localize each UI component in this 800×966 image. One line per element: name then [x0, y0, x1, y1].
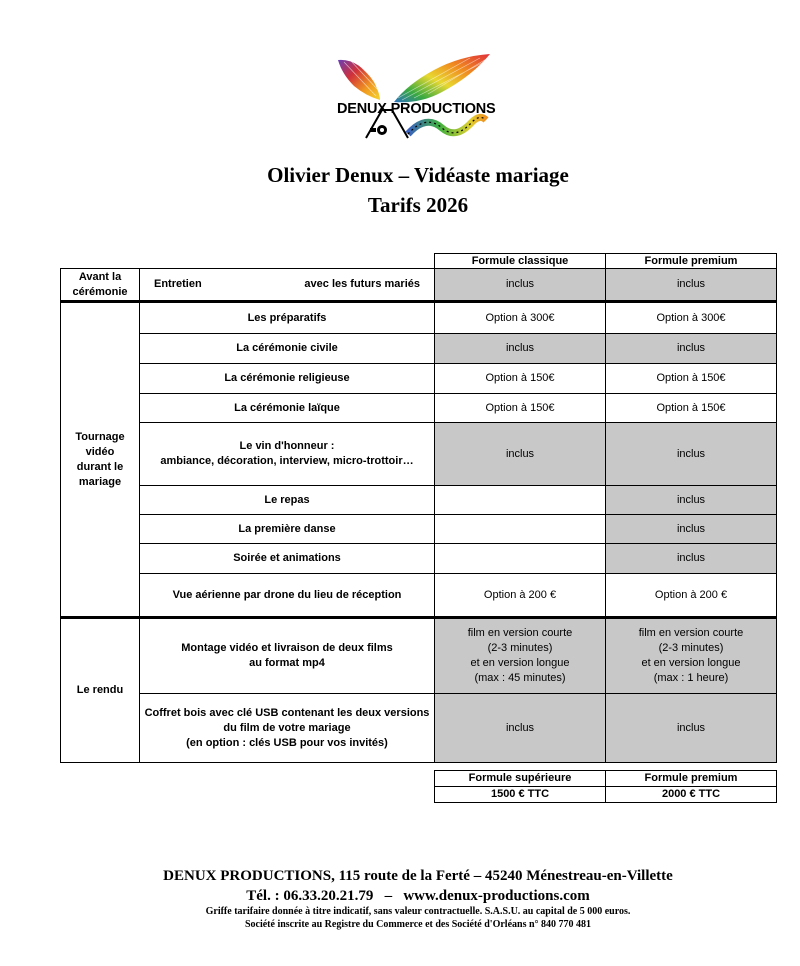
row-classique — [434, 543, 606, 574]
row-label: La cérémonie religieuse — [139, 363, 435, 394]
right-wing — [394, 54, 490, 102]
row-premium: inclus — [605, 333, 777, 364]
row-premium: inclus — [605, 514, 777, 544]
col-header-premium: Formule premium — [605, 253, 777, 269]
summary-header-premium: Formule premium — [605, 770, 777, 787]
row-premium: Option à 150€ — [605, 393, 777, 423]
row-coffret — [139, 693, 435, 763]
section-rendu-label: Le rendu — [60, 618, 140, 763]
row-label: Coffret bois avec clé USB contenant les deux versions — [144, 706, 430, 719]
denux-logo — [330, 48, 510, 148]
page-subtitle: Tarifs 2026 — [367, 193, 469, 217]
cell-line: (2-3 minutes) — [487, 642, 553, 654]
row-classique: inclus — [434, 333, 606, 364]
row-vin-honneur — [139, 422, 435, 486]
row-premium: inclus — [605, 543, 777, 574]
row-label-detail: ambiance, décoration, interview, micro-trottoir… — [160, 455, 414, 467]
row-classique: Option à 150€ — [434, 393, 606, 423]
summary-price-superieure: 1500 € TTC — [434, 786, 606, 803]
row-label: Le vin d'honneur : — [239, 440, 335, 452]
cell-line: film en version courte — [467, 627, 573, 639]
cell-line: (2-3 minutes) — [658, 642, 724, 654]
section-tournage-label: Tournage vidéo durant le mariage — [60, 302, 140, 617]
footer-legal-2: Société inscrite au Registre du Commerce et des Société d'Orléans n° 840 770 481 — [244, 919, 592, 930]
row-label: Soirée et animations — [139, 543, 435, 574]
row-label: La cérémonie civile — [139, 333, 435, 364]
row-classique: Option à 300€ — [434, 302, 606, 334]
coffret-premium: inclus — [605, 693, 777, 763]
left-wing — [338, 60, 380, 100]
row-classique — [434, 514, 606, 544]
row-label: Vue aérienne par drone du lieu de réception — [139, 573, 435, 617]
film-strip-icon — [408, 117, 486, 134]
summary-price-premium: 2000 € TTC — [605, 786, 777, 803]
montage-premium — [605, 618, 777, 694]
row-label: du film de votre mariage — [223, 721, 351, 734]
page-title: Olivier Denux – Vidéaste mariage — [267, 163, 569, 187]
row-premium: inclus — [605, 485, 777, 515]
row-montage — [139, 618, 435, 694]
row-classique — [434, 485, 606, 515]
row-label: La première danse — [139, 514, 435, 544]
coffret-classique: inclus — [434, 693, 606, 763]
cell-line: et en version longue — [470, 657, 570, 669]
row-premium: inclus — [605, 422, 777, 486]
footer-contact: Tél. : 06.33.20.21.79 – www.denux-productions.com — [246, 888, 590, 904]
cell-line: film en version courte — [638, 627, 744, 639]
logo-text: DENUX PRODUCTIONS — [337, 101, 496, 117]
row-premium: Option à 200 € — [605, 573, 777, 617]
montage-classique — [434, 618, 606, 694]
footer-legal-1: Griffe tarifaire donnée à titre indicatif, sans valeur contractuelle. S.A.S.U. au capital de 5 000 euros. — [205, 906, 631, 917]
row-label: La cérémonie laïque — [139, 393, 435, 423]
col-header-classique: Formule classique — [434, 253, 606, 269]
entretien-classique: inclus — [434, 268, 606, 301]
row-label: Les préparatifs — [139, 302, 435, 334]
row-premium: Option à 150€ — [605, 363, 777, 394]
footer-address: DENUX PRODUCTIONS, 115 route de la Ferté – 45240 Ménestreau-en-Villette — [163, 868, 673, 884]
row-entretien — [139, 268, 435, 301]
entretien-premium: inclus — [605, 268, 777, 301]
row-classique: Option à 200 € — [434, 573, 606, 617]
row-entretien-label: Entretien — [154, 278, 202, 290]
cell-line: (max : 45 minutes) — [474, 672, 566, 684]
row-premium: Option à 300€ — [605, 302, 777, 334]
section-avant-label: Avant la cérémonie — [60, 268, 140, 301]
cell-line: et en version longue — [641, 657, 741, 669]
cell-line: (max : 1 heure) — [653, 672, 729, 684]
row-label: (en option : clés USB pour vos invités) — [186, 736, 388, 749]
row-entretien-detail: avec les futurs mariés — [304, 278, 420, 290]
row-label: Montage vidéo et livraison de deux films — [181, 642, 393, 654]
row-classique: Option à 150€ — [434, 363, 606, 394]
summary-header-superieure: Formule supérieure — [434, 770, 606, 787]
row-label: au format mp4 — [249, 657, 325, 669]
row-label: Le repas — [139, 485, 435, 515]
row-classique: inclus — [434, 422, 606, 486]
